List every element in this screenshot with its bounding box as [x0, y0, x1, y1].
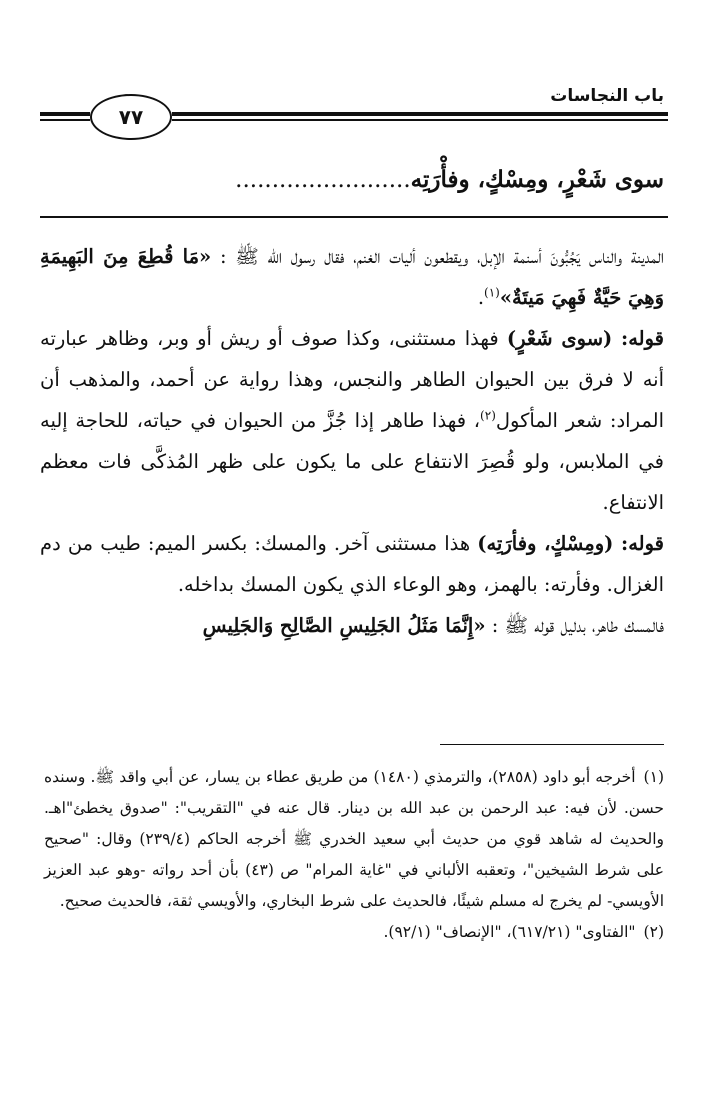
- footnote-2: [44, 917, 664, 948]
- paragraph-2-text: فهذا مستثنى، وكذا صوف أو ريش أو وبر، وظاهر عبارته أنه لا فرق بين الحيوان الطاهر والنجس، وهذا رواية عن أحمد، والمذهب أن المراد: شعر المأكول: [40, 327, 664, 432]
- footnote-2-text: "الفتاوى" (٦١٧/٢١)، "الإنصاف" (٩٢/١).: [383, 923, 636, 941]
- matn-divider: [40, 216, 668, 218]
- paragraph-4: [40, 605, 664, 646]
- paragraph-3-text: هذا مستثنى آخر. والمسك: بكسر الميم: طيب من دم الغزال. وفأرته: بالهمز، وهو الوعاء الذي يكون المسك بداخله.: [40, 532, 664, 596]
- paragraph-2: [40, 318, 664, 523]
- paragraph-1: [40, 236, 664, 318]
- header-rule-left: [40, 112, 90, 116]
- matn-line: [235, 166, 664, 193]
- paragraph-3: [40, 523, 664, 605]
- matn-dots: ........................: [235, 167, 411, 193]
- footnote-1: [44, 762, 664, 917]
- footnotes: [44, 762, 664, 948]
- paragraph-2-lead: قوله: (سوى شَعْرٍ): [506, 327, 665, 350]
- hadith-quote-1: «مَا قُطِعَ مِنَ البَهِيمَةِ وَهِيَ حَيَّةٌ فَهِيَ مَيتَةٌ»: [40, 245, 664, 309]
- footnote-1-number: (١): [643, 768, 664, 786]
- paragraph-2-text-continued: ، فهذا طاهر إذا جُزَّ من الحيوان في حياته، للحاجة إليه في الملابس، ولو قُصِرَ الانتفاع على ما يكون على ظهر المُذكَّى فات معظم الانتفاع.: [40, 409, 664, 514]
- footnote-divider: [440, 744, 664, 745]
- footnote-1-text: أخرجه أبو داود (٢٨٥٨)، والترمذي (١٤٨٠) من طريق عطاء بن يسار، عن أبي واقد ﷺ. وسنده حسن. لأن فيه: عبد الرحمن بن عبد الله بن دينار. قال عنه في "التقريب": "صدوق يخطئ"اهـ. والحديث له شاهد قوي من حديث أبي سعيد الخدري ﷺ أخرجه الحاكم (٢٣٩/٤) وقال: "صحيح على شرط الشيخين"، وتعقبه الألباني في "غاية المرام" ص (٤٣) بأن أحد رواته -وهو عبد العزيز الأويسي- لم يخرج له مسلم شيئًا، فالحديث على شرط البخاري، والأويسي ثقة، فالحديث صحيح.: [44, 768, 665, 910]
- page-number: ٧٧: [90, 94, 172, 140]
- footnote-ref-1: (١): [484, 285, 500, 300]
- commentary-body: [40, 236, 664, 646]
- matn-text: سوى شَعْرٍ، ومِسْكٍ، وفأْرَتِه: [410, 166, 664, 193]
- paragraph-1-text: المدينة والناس يَجُبُّونَ أسنمة الإبل، ويقطعون أليات الغنم، فقال رسول الله ﷺ :: [211, 245, 664, 268]
- paragraph-1-end: .: [477, 286, 485, 309]
- paragraph-4-text: فالمسك طاهر، بدليل قوله ﷺ :: [485, 614, 664, 637]
- paragraph-3-lead: قوله: (ومِسْكٍ، وفأرَتِه): [477, 532, 664, 555]
- header-rule-left-thin: [40, 119, 90, 121]
- footnote-ref-2: (٢): [480, 408, 496, 423]
- header-rule: [172, 112, 668, 116]
- footnote-2-number: (٢): [643, 923, 664, 941]
- running-header-title: باب النجاسات: [550, 86, 664, 106]
- hadith-quote-2: «إِنَّمَا مَثَلُ الجَلِيسِ الصَّالِحِ وَالجَلِيسِ: [202, 614, 486, 637]
- header-rule-thin: [172, 119, 668, 121]
